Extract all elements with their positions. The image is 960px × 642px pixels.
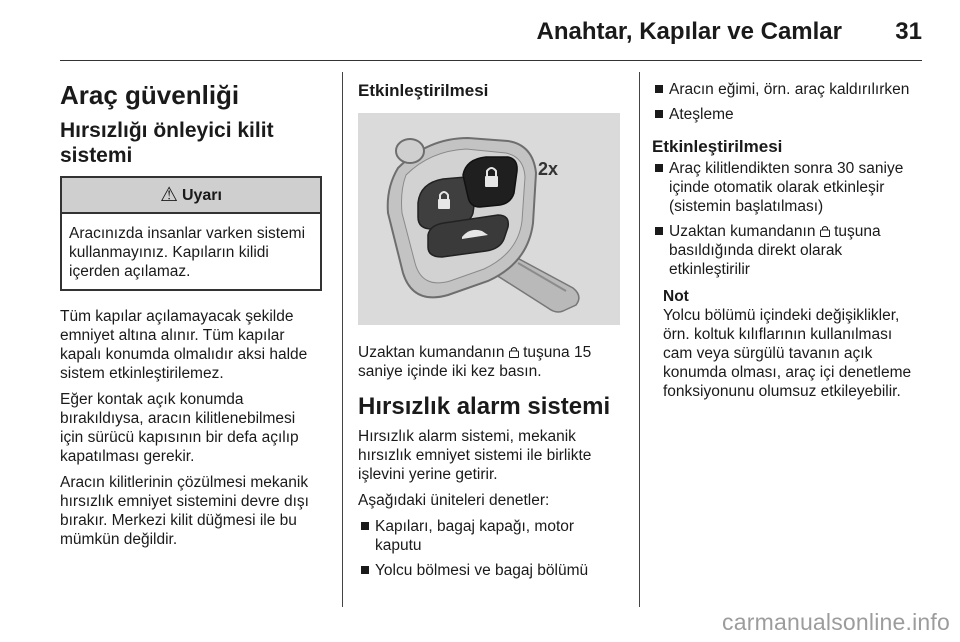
alarm-intro: Hırsızlık alarm sistemi, mekanik hırsızlık emniyet sistemi ile birlikte işlevini yerine getirir.	[358, 428, 592, 483]
list-item: Aracın eğimi, örn. araç kaldırılırken	[652, 80, 924, 99]
chapter-title: Anahtar, Kapılar ve Camlar	[536, 18, 842, 45]
warning-text: Aracınızda insanlar varken sistemi kullanmayınız. Kapıların kilidi içerden açılamaz.	[69, 225, 306, 280]
column-divider-1	[342, 72, 343, 607]
list-item: Araç kilitlendikten sonra 30 saniye içinde otomatik olarak etkinleşir (sistemin başlatılması)	[652, 159, 924, 216]
activation-heading: Etkinleştirilmesi	[652, 137, 783, 156]
subsection-heading: Hırsızlığı önleyici kilit sistemi	[60, 119, 274, 167]
column-divider-2	[639, 72, 640, 607]
alarm-section-title: Hırsızlık alarm sistemi	[358, 393, 611, 420]
key-fob-illustration	[358, 113, 620, 325]
monitors-label: Aşağıdaki üniteleri denetler:	[358, 492, 550, 509]
note-text: Yolcu bölümü içindeki değişiklikler, örn. koltuk kılıflarının kullanılması cam veya sürgülü tavanın açık konumda olması, araç içi denetleme fonksiyonunu olumsuz etkileyebilir.	[663, 307, 912, 400]
list-item: Uzaktan kumandanın tuşuna basıldığında direkt olarak etkinleştirilir	[652, 222, 924, 279]
paragraph: Tüm kapılar açılamayacak şekilde emniyet altına alınır. Tüm kapılar kapalı konumda olmalıdır aksi halde sistem etkinleştirilemez.	[60, 308, 308, 382]
monitored-units-list-continued	[652, 80, 924, 124]
paragraph: Aracın kilitlerinin çözülmesi mekanik hırsızlık emniyet sistemini devre dışı bırakır. Merkezi kilit düğmesi ile bu mümkün değildir.	[60, 474, 309, 548]
activation-heading: Etkinleştirilmesi	[358, 81, 489, 100]
list-item: Kapıları, bagaj kapağı, motor kaputu	[358, 517, 622, 555]
image-caption: Uzaktan kumandanın tuşuna 15 saniye içinde iki kez basın.	[358, 344, 592, 380]
header-rule	[60, 60, 922, 61]
lock-icon	[509, 346, 519, 358]
warning-triangle-icon: ⚠	[160, 183, 178, 206]
warning-box	[60, 176, 322, 291]
right-column	[652, 74, 924, 401]
left-column	[60, 74, 322, 556]
press-count-label: 2x	[538, 159, 559, 179]
watermark: carmanualsonline.info	[722, 609, 950, 635]
activation-list	[652, 159, 924, 279]
paragraph: Eğer kontak açık konumda bırakıldıysa, aracın kilitlenebilmesi için sürücü kapısının bir defa açılıp kapatılması gerekir.	[60, 391, 299, 465]
note-block	[652, 287, 924, 401]
section-heading: Araç güvenliği	[60, 80, 240, 110]
list-item: Ateşleme	[652, 105, 924, 124]
lock-icon	[820, 225, 830, 237]
page-number: 31	[895, 18, 922, 45]
middle-column	[358, 74, 622, 587]
warning-header	[62, 178, 320, 214]
note-label: Not	[663, 288, 689, 305]
monitored-units-list	[358, 517, 622, 580]
warning-title: Uyarı	[181, 186, 222, 204]
page-header	[60, 12, 922, 58]
list-item: Yolcu bölmesi ve bagaj bölümü	[358, 561, 622, 580]
key-fob-image	[358, 113, 620, 325]
